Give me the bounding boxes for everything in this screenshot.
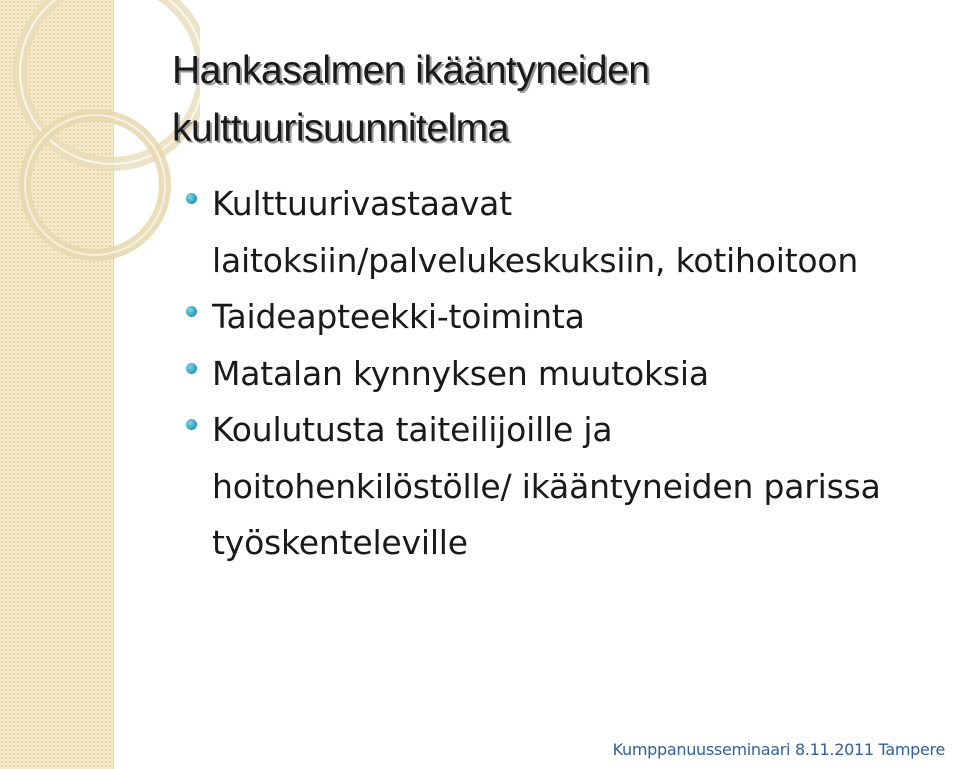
bullet-line: Koulutusta taiteilijoille ja — [212, 410, 613, 449]
slide-title-line-2: kulttuurisuunnitelma — [172, 107, 509, 150]
bullet-line: hoitohenkilöstölle/ ikääntyneiden parissa — [212, 466, 881, 506]
slide-title — [172, 42, 932, 158]
bullet-dot-icon — [186, 419, 197, 430]
bullet-line: työskenteleville — [212, 523, 468, 562]
bullet-line: Matalan kynnyksen muutoksia — [212, 353, 709, 393]
bullet-dot-icon — [186, 363, 197, 374]
bullet-dot-icon — [186, 306, 197, 317]
bullet-line: Taideapteekki-toiminta — [212, 297, 585, 336]
slide-footer: Kumppanuusseminaari 8.11.2011 Tampere — [612, 740, 945, 759]
decorative-circles-icon — [0, 0, 200, 300]
bullet-item-art-pharmacy — [186, 289, 956, 346]
bullet-line: Kulttuurivastaavat — [212, 184, 512, 223]
bullet-dot-icon — [186, 193, 197, 204]
bullet-item-training — [186, 402, 956, 572]
slide-title-line-1: Hankasalmen ikääntyneiden — [172, 49, 650, 92]
bullet-item-low-threshold — [186, 346, 956, 403]
bullet-line: laitoksiin/palvelukeskuksiin, kotihoitoon — [212, 240, 859, 280]
bullet-item-culture-officers — [186, 176, 956, 289]
bullet-list — [186, 176, 956, 572]
